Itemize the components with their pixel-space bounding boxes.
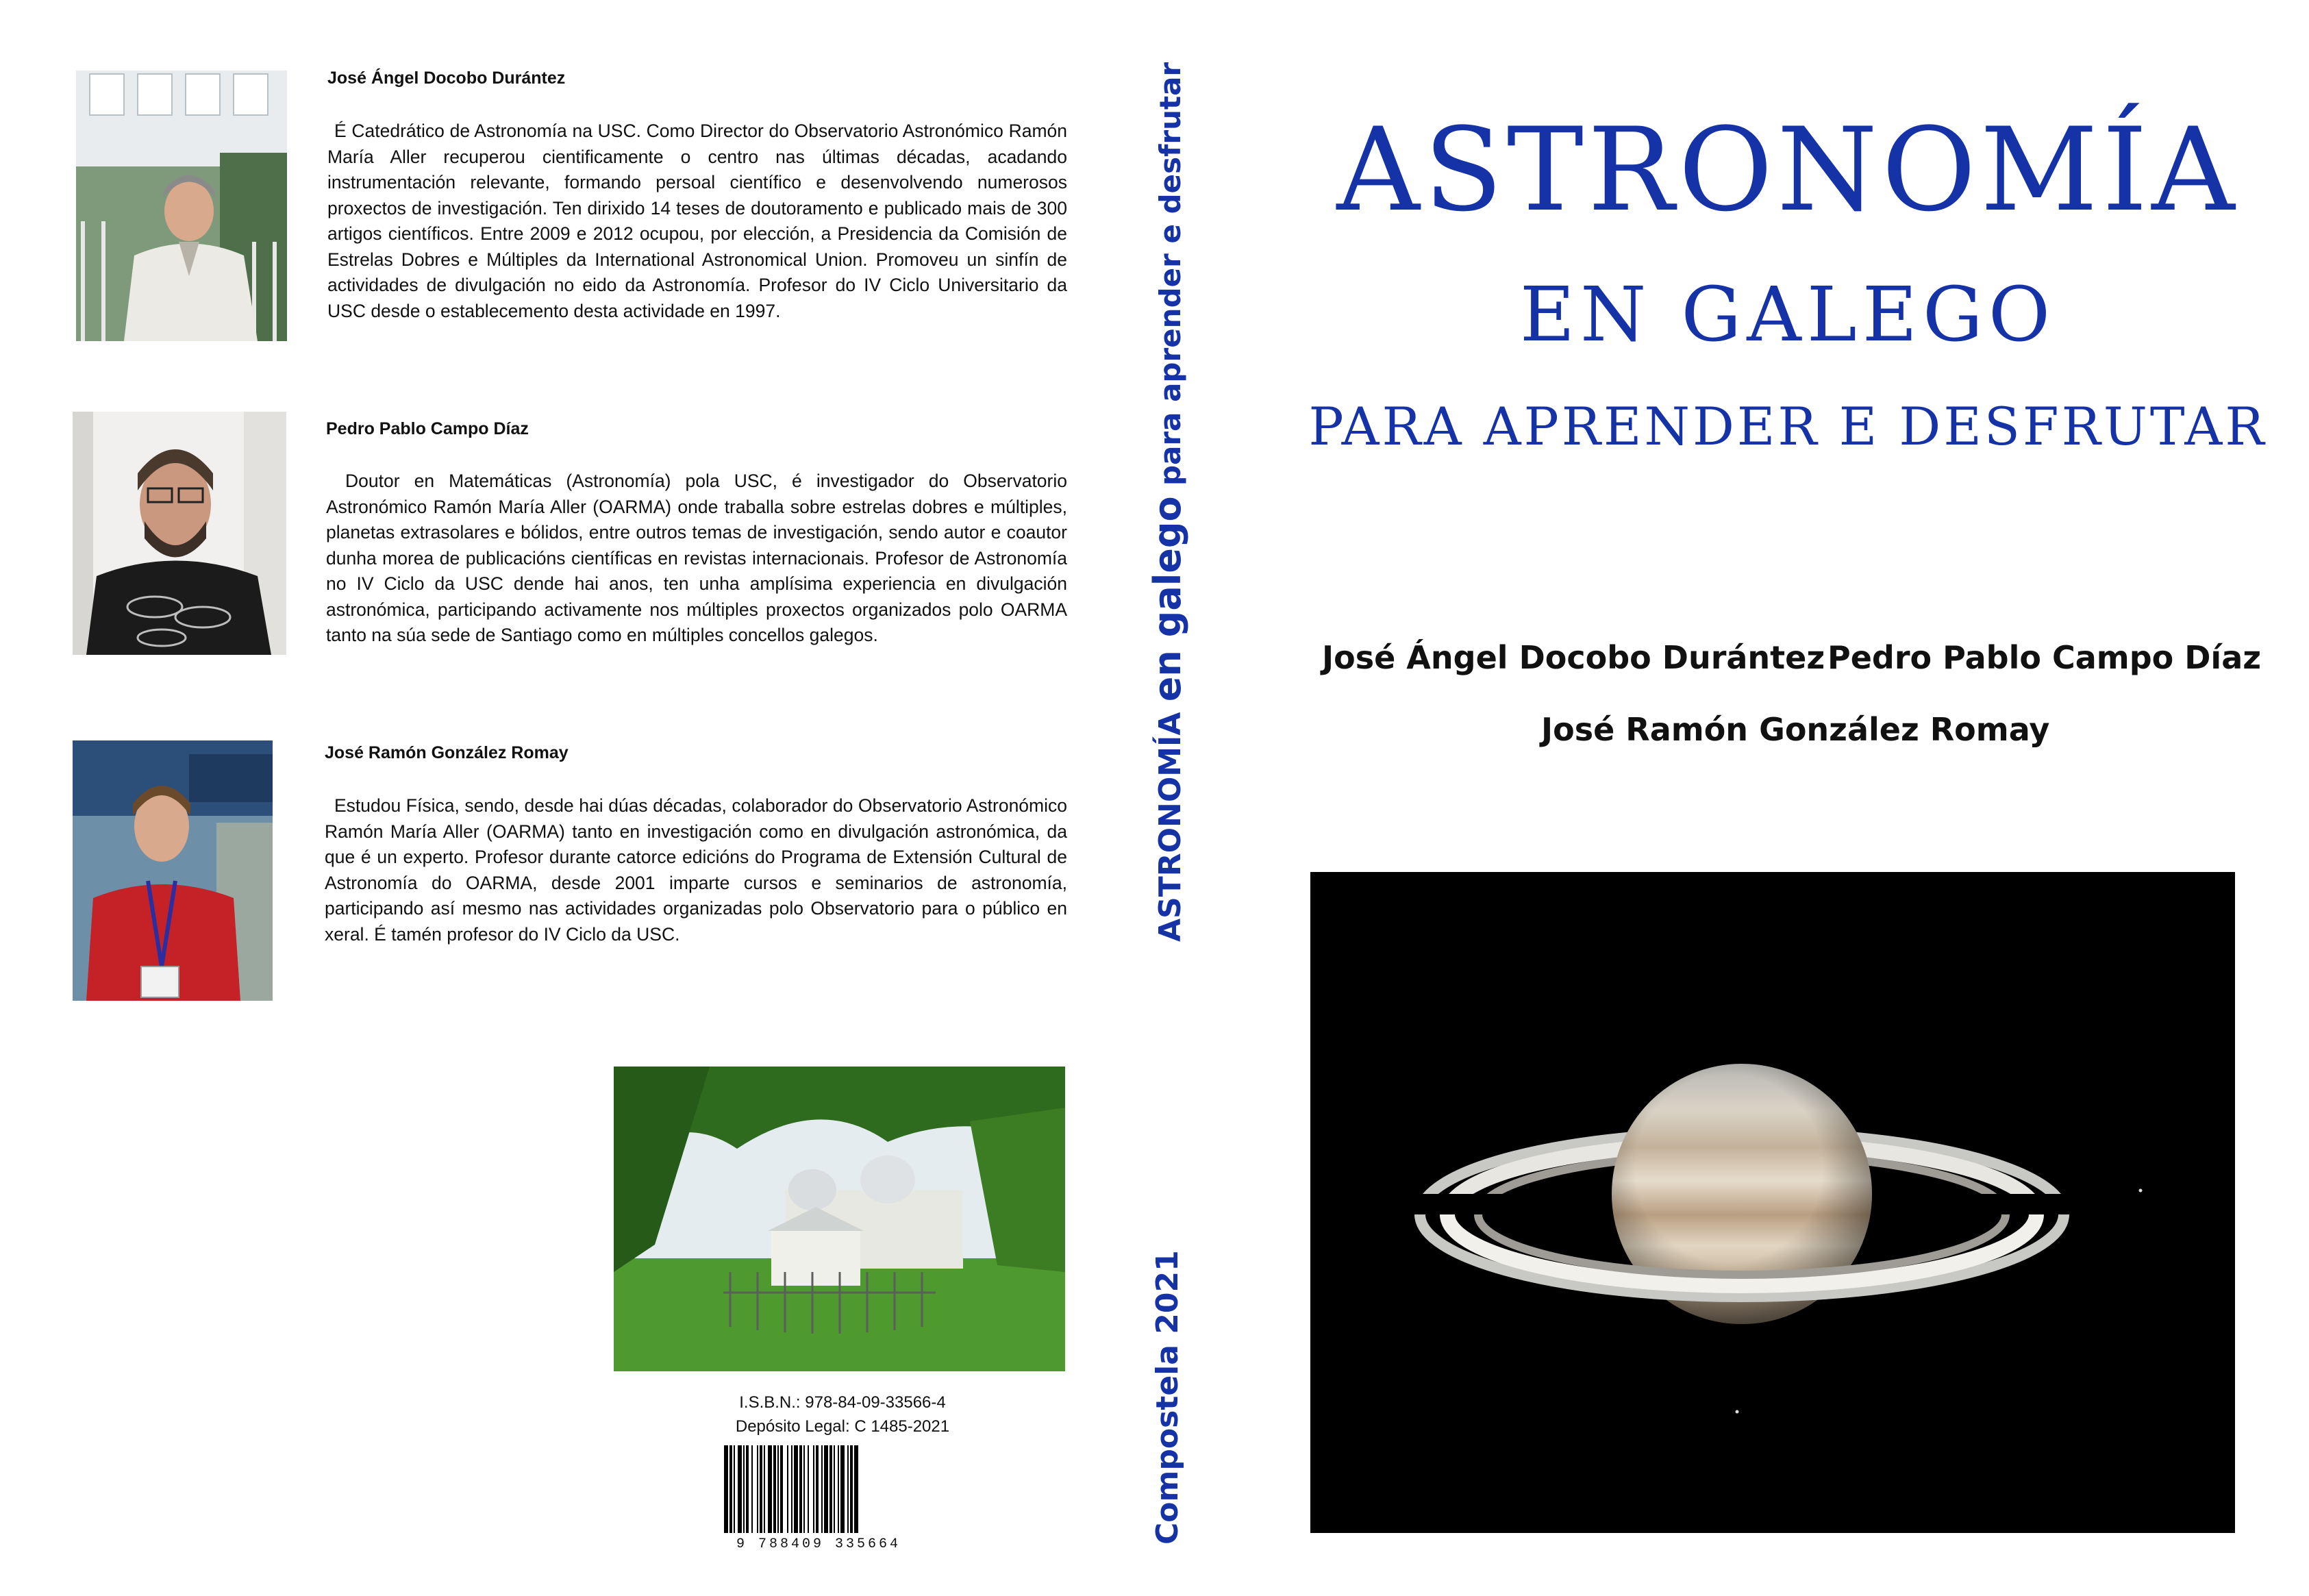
legal-deposit: Depósito Legal: C 1485-2021 xyxy=(735,1417,950,1436)
barcode-bar xyxy=(738,1445,742,1533)
barcode-bar xyxy=(751,1445,753,1533)
barcode-bar xyxy=(803,1445,805,1533)
barcode-bar xyxy=(746,1445,749,1533)
spine-publisher xyxy=(1134,1250,1202,1545)
barcode xyxy=(716,1445,921,1555)
barcode-bar xyxy=(780,1445,783,1533)
bio-text-campo: Doutor en Matemáticas (Astronomía) pola USC, é investigador do Observatorio Astronómico Ramón María Aller (OARMA) onde traballa sobre estrelas dobres e múltiples, planetas extrasolares e bólidos, entre outros temas de investigación, sendo autor e coautor dunha morea de publicacións científicas en revistas internacionais. Profesor de Astronomía no IV Ciclo da USC dende hai anos, ten unha amplísima experiencia en divulgación astronómica, participando activamente nos múltiples proxectos organizados polo OARMA tanto na súa sede de Santiago como en múltiples concellos galegos. xyxy=(326,471,1067,645)
cover-subtitle: EN GALEGO xyxy=(1519,271,2056,358)
barcode-bar xyxy=(799,1445,802,1533)
cover-author-1: José Ángel Docobo Durántez xyxy=(1322,639,1825,676)
barcode-bar xyxy=(760,1445,762,1533)
barcode-bar xyxy=(724,1445,728,1533)
barcode-bar xyxy=(757,1445,758,1533)
barcode-bar xyxy=(847,1445,849,1533)
isbn-block xyxy=(685,1391,1000,1438)
barcode-bar xyxy=(824,1445,828,1533)
barcode-bar xyxy=(821,1445,823,1533)
barcode-bar xyxy=(808,1445,809,1533)
barcode-bar xyxy=(729,1445,732,1533)
barcode-bar xyxy=(854,1445,858,1533)
barcode-bar xyxy=(840,1445,845,1533)
bio-text-gonzalez: Estudou Física, sendo, desde hai dúas décadas, colaborador do Observatorio Astronómico Ramón María Aller (OARMA) tanto en investigación como en divulgación astronómica, da que é un experto. Profesor durante catorce edicións do Programa de Extensión Cultural de Astronomía do OARMA, desde 2001 imparte cursos e seminarios de astronomía, participando así mesmo nas actividades organizadas polo Observatorio para o público en xeral. É tamén profesor do IV Ciclo da USC. xyxy=(325,795,1067,945)
barcode-bar xyxy=(813,1445,814,1533)
barcode-bar xyxy=(791,1445,792,1533)
bio-name-docobo: José Ángel Docobo Durántez xyxy=(327,68,566,88)
cover-title: ASTRONOMÍA xyxy=(1336,103,2239,237)
author-photo-campo xyxy=(73,412,286,655)
cover-tagline: PARA APRENDER E DESFRUTAR xyxy=(1308,396,2267,457)
cover-author-3: José Ramón González Romay xyxy=(1541,711,2050,748)
spine-publisher-text: Compostela 2021 xyxy=(1150,1250,1185,1545)
barcode-bar xyxy=(834,1445,835,1533)
spine-title-bold: en galego xyxy=(1146,496,1189,702)
spine-title-rest: para aprender e desfrutar xyxy=(1153,62,1187,486)
barcode-bar xyxy=(743,1445,745,1533)
barcode-bar xyxy=(794,1445,798,1533)
barcode-bar xyxy=(777,1445,779,1533)
author-photo-docobo xyxy=(76,71,287,341)
saturn-image xyxy=(1310,872,2235,1533)
barcode-bar xyxy=(768,1445,772,1533)
barcode-bar xyxy=(850,1445,853,1533)
barcode-digits: 9 788409 335664 xyxy=(736,1536,901,1552)
barcode-bar xyxy=(773,1445,776,1533)
barcode-bar xyxy=(816,1445,819,1533)
bio-name-campo: Pedro Pablo Campo Díaz xyxy=(326,419,529,438)
barcode-bar xyxy=(787,1445,788,1533)
spine-title-main: ASTRONOMÍA xyxy=(1153,712,1188,942)
bio-name-gonzalez: José Ramón González Romay xyxy=(325,743,569,762)
observatory-photo xyxy=(614,1067,1065,1371)
bio-text-docobo: É Catedrático de Astronomía na USC. Como Director do Observatorio Astronómico Ramón María Aller recuperou cientificamente o centro nas últimas décadas, acadando instrumentación relevante, formando persoal científico e desenvolvendo numerosos proxectos de investigación. Ten dirixido 14 teses de doutoramento e publicado mais de 300 artigos científicos. Entre 2009 e 2012 ocupou, por elección, a Presidencia da Comisión de Estrelas Dobres e Múltiples da International Astronomical Union. Promoveu un sinfín de actividades de divulgación no eido da Astronomía. Profesor do IV Ciclo Universitario da USC desde o establecemento desta actividade en 1997. xyxy=(327,121,1067,321)
spine-title xyxy=(1134,62,1202,942)
barcode-bar xyxy=(838,1445,839,1533)
cover-author-2: Pedro Pablo Campo Díaz xyxy=(1827,639,2262,676)
isbn: I.S.B.N.: 978-84-09-33566-4 xyxy=(739,1393,946,1412)
barcode-bar xyxy=(734,1445,735,1533)
barcode-bar xyxy=(764,1445,765,1533)
author-photo-gonzalez xyxy=(73,740,273,1001)
barcode-bar xyxy=(829,1445,832,1533)
